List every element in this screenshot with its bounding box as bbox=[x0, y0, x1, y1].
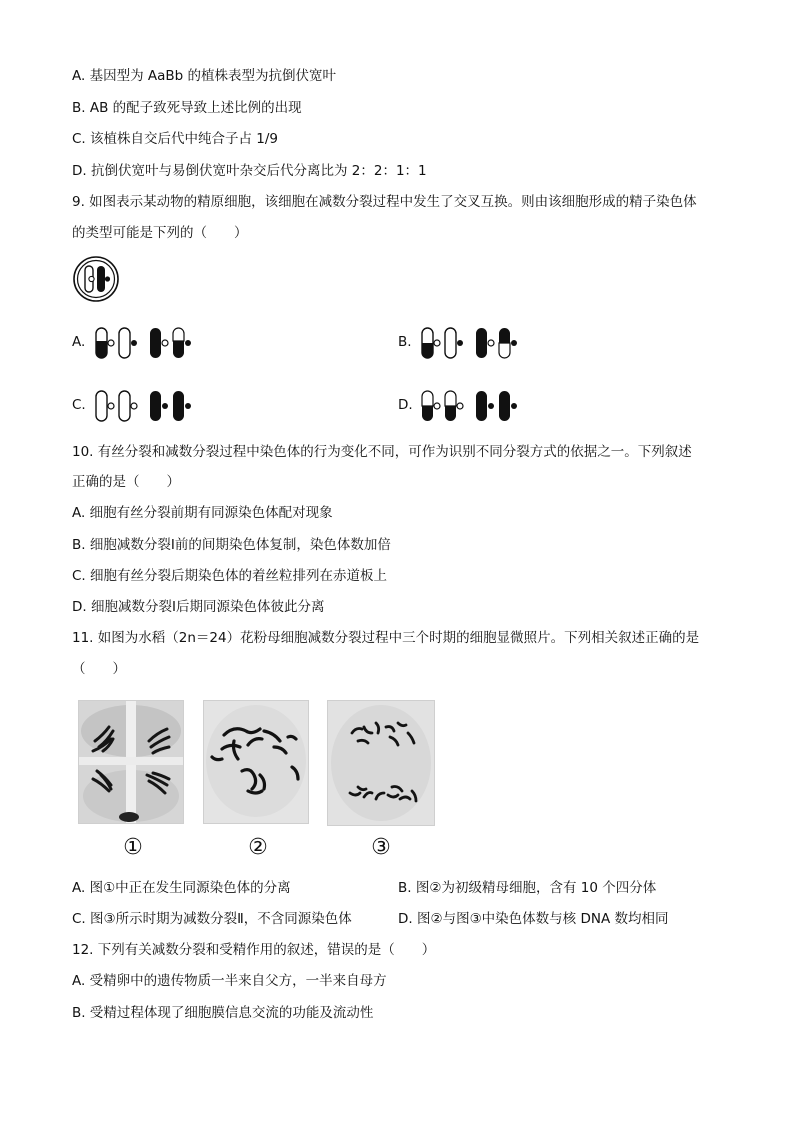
q9-option-a-chromosomes bbox=[94, 326, 204, 360]
q11-micrograph-1 bbox=[78, 700, 184, 824]
q10-stem-line1: 10. 有丝分裂和减数分裂过程中染色体的行为变化不同，可作为识别不同分裂方式的依据之一。下列叙述 bbox=[72, 444, 692, 460]
q10-option-d: D. 细胞减数分裂Ⅰ后期同源染色体彼此分离 bbox=[72, 599, 325, 615]
q11-micrograph-2 bbox=[203, 700, 309, 824]
q9-stem-line1: 9. 如图表示某动物的精原细胞，该细胞在减数分裂过程中发生了交叉互换。则由该细胞形成的精子染色体 bbox=[72, 194, 697, 210]
q9-option-c-chromosomes bbox=[94, 389, 204, 423]
q10-stem-line2: 正确的是（ ） bbox=[72, 474, 180, 490]
q12-stem: 12. 下列有关减数分裂和受精作用的叙述，错误的是（ ） bbox=[72, 942, 436, 958]
q10-option-c: C. 细胞有丝分裂后期染色体的着丝粒排列在赤道板上 bbox=[72, 568, 388, 584]
q11-photo-label-3: ③ bbox=[371, 835, 391, 860]
q11-stem-line2: （ ） bbox=[72, 661, 126, 677]
q9-option-d-chromosomes bbox=[420, 389, 530, 423]
q9-cell-diagram bbox=[72, 255, 120, 303]
q11-option-c: C. 图③所示时期为减数分裂Ⅱ，不含同源染色体 bbox=[72, 911, 352, 927]
q8-option-a: A. 基因型为 AaBb 的植株表型为抗倒伏宽叶 bbox=[72, 68, 337, 84]
q9-option-b-chromosomes bbox=[420, 326, 530, 360]
q10-option-b: B. 细胞减数分裂Ⅰ前的间期染色体复制，染色体数加倍 bbox=[72, 537, 391, 553]
q11-photo-label-1: ① bbox=[123, 835, 143, 860]
q12-option-b: B. 受精过程体现了细胞膜信息交流的功能及流动性 bbox=[72, 1005, 374, 1021]
q9-option-c-label: C. bbox=[72, 397, 86, 413]
q9-stem-line2: 的类型可能是下列的（ ） bbox=[72, 225, 248, 241]
q9-option-d-label: D. bbox=[398, 397, 413, 413]
q12-option-a: A. 受精卵中的遗传物质一半来自父方，一半来自母方 bbox=[72, 973, 387, 989]
q11-photo-label-2: ② bbox=[248, 835, 268, 860]
q9-option-b-label: B. bbox=[398, 334, 412, 350]
q8-option-b: B. AB 的配子致死导致上述比例的出现 bbox=[72, 100, 302, 116]
q11-micrograph-3 bbox=[327, 700, 435, 826]
q8-option-d: D. 抗倒伏宽叶与易倒伏宽叶杂交后代分离比为 2：2：1：1 bbox=[72, 163, 427, 179]
q9-option-a-label: A. bbox=[72, 334, 86, 350]
q11-option-b: B. 图②为初级精母细胞，含有 10 个四分体 bbox=[398, 880, 657, 896]
q11-option-d: D. 图②与图③中染色体数与核 DNA 数均相同 bbox=[398, 911, 669, 927]
q8-option-c: C. 该植株自交后代中纯合子占 1/9 bbox=[72, 131, 279, 147]
q10-option-a: A. 细胞有丝分裂前期有同源染色体配对现象 bbox=[72, 505, 333, 521]
q11-stem-line1: 11. 如图为水稻（2n＝24）花粉母细胞减数分裂过程中三个时期的细胞显微照片。下列相关叙述正确的是 bbox=[72, 630, 700, 646]
q11-option-a: A. 图①中正在发生同源染色体的分离 bbox=[72, 880, 291, 896]
